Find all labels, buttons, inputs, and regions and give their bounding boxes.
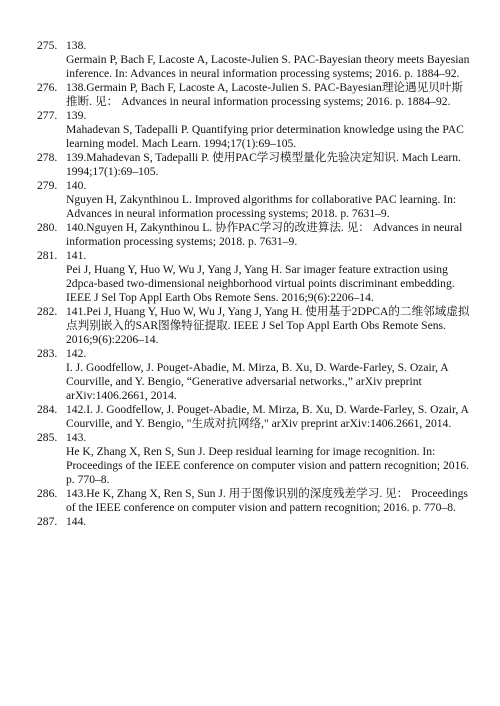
reference-number: 286.: [37, 487, 58, 500]
reference-body: [66, 81, 470, 109]
reference-text: 142.I. J. Goodfellow, J. Pouget-Abadie, M. Mirza, B. Xu, D. Warde-Farley, S. Ozair, A Courville, and Y. Bengio, "生成对抗网络," arXiv preprint arXiv:1406.2661, 2014.: [66, 403, 469, 430]
reference-body: [66, 403, 470, 431]
reference-number: 279.: [37, 179, 58, 192]
reference-list: [37, 39, 470, 529]
reference-item-281: [37, 249, 470, 305]
reference-body: [66, 39, 470, 81]
reference-head: 144.: [66, 515, 87, 528]
reference-number: 282.: [37, 305, 58, 318]
reference-head: 141.: [66, 249, 87, 262]
reference-text: 141.Pei J, Huang Y, Huo W, Wu J, Yang J, Yang H. 使用基于2DPCA的二维邻域虚拟点判别嵌入的SAR图像特征提取. IEEE J Sel Top Appl Earth Obs Remote Sens. 2016;9(6):2206–14.: [66, 305, 470, 346]
reference-body: [66, 221, 470, 249]
reference-item-277: [37, 109, 470, 151]
reference-text: 138.Germain P, Bach F, Lacoste A, Lacoste-Julien S. PAC-Bayesian理论遇见贝叶斯推断. 见： Advances in neural information processing systems; 2016. p. 1884–92.: [66, 81, 463, 108]
reference-body: [66, 347, 470, 403]
reference-item-287: [37, 515, 470, 529]
reference-head: 142.: [66, 347, 87, 360]
reference-body: [66, 431, 470, 487]
reference-number: 280.: [37, 221, 58, 234]
reference-body: [66, 179, 470, 221]
reference-number: 275.: [37, 39, 58, 52]
reference-number: 276.: [37, 81, 58, 94]
reference-text: Nguyen H, Zakynthinou L. Improved algorithms for collaborative PAC learning. In: Advances in neural information processing systems; 2018. p. 7631–9.: [66, 193, 457, 220]
reference-item-279: [37, 179, 470, 221]
reference-number: 283.: [37, 347, 58, 360]
reference-item-280: [37, 221, 470, 249]
reference-body: [66, 487, 470, 515]
reference-item-276: [37, 81, 470, 109]
reference-text: Mahadevan S, Tadepalli P. Quantifying prior determination knowledge using the PAC learning model. Mach Learn. 1994;17(1):69–105.: [66, 123, 464, 150]
reference-number: 287.: [37, 515, 58, 528]
reference-body: [66, 249, 470, 305]
reference-head: 139.: [66, 109, 87, 122]
reference-number: 278.: [37, 151, 58, 164]
reference-item-282: [37, 305, 470, 347]
reference-item-286: [37, 487, 470, 515]
reference-text: Germain P, Bach F, Lacoste A, Lacoste-Julien S. PAC-Bayesian theory meets Bayesian inference. In: Advances in neural information processing systems; 2016. p. 1884–92.: [66, 53, 470, 80]
reference-head: 138.: [66, 39, 87, 52]
reference-text: 140.Nguyen H, Zakynthinou L. 协作PAC学习的改进算法. 见： Advances in neural information processing systems; 2018. p. 7631–9.: [66, 221, 463, 248]
reference-number: 285.: [37, 431, 58, 444]
reference-body: [66, 515, 470, 529]
reference-body: [66, 109, 470, 151]
reference-item-275: [37, 39, 470, 81]
reference-body: [66, 151, 470, 179]
reference-item-285: [37, 431, 470, 487]
reference-text: Pei J, Huang Y, Huo W, Wu J, Yang J, Yang H. Sar imager feature extraction using 2dpca-based two-dimensional neighborhood virtual points discriminant embedding. IEEE J Sel Top Appl Earth Obs Remote Sens. 2016;9(6):2206–14.: [66, 263, 455, 304]
reference-text: 139.Mahadevan S, Tadepalli P. 使用PAC学习模型量化先验决定知识. Mach Learn. 1994;17(1):69–105.: [66, 151, 461, 178]
reference-body: [66, 305, 470, 347]
reference-item-278: [37, 151, 470, 179]
reference-text: 143.He K, Zhang X, Ren S, Sun J. 用于图像识别的深度残差学习. 见： Proceedings of the IEEE conference on computer vision and pattern recognition; 2016. p. 770–8.: [66, 487, 468, 514]
reference-text: I. J. Goodfellow, J. Pouget-Abadie, M. Mirza, B. Xu, D. Warde-Farley, S. Ozair, A Courville, and Y. Bengio, “Generative adversarial networks.,” arXiv preprint arXiv:1406.2661, 2014.: [66, 361, 448, 402]
reference-number: 284.: [37, 403, 58, 416]
reference-number: 281.: [37, 249, 58, 262]
reference-number: 277.: [37, 109, 58, 122]
reference-head: 143.: [66, 431, 87, 444]
reference-item-284: [37, 403, 470, 431]
reference-head: 140.: [66, 179, 87, 192]
reference-text: He K, Zhang X, Ren S, Sun J. Deep residual learning for image recognition. In: Proceedings of the IEEE conference on computer vision and pattern recognition; 2016. p. 770–8.: [66, 445, 470, 486]
reference-item-283: [37, 347, 470, 403]
